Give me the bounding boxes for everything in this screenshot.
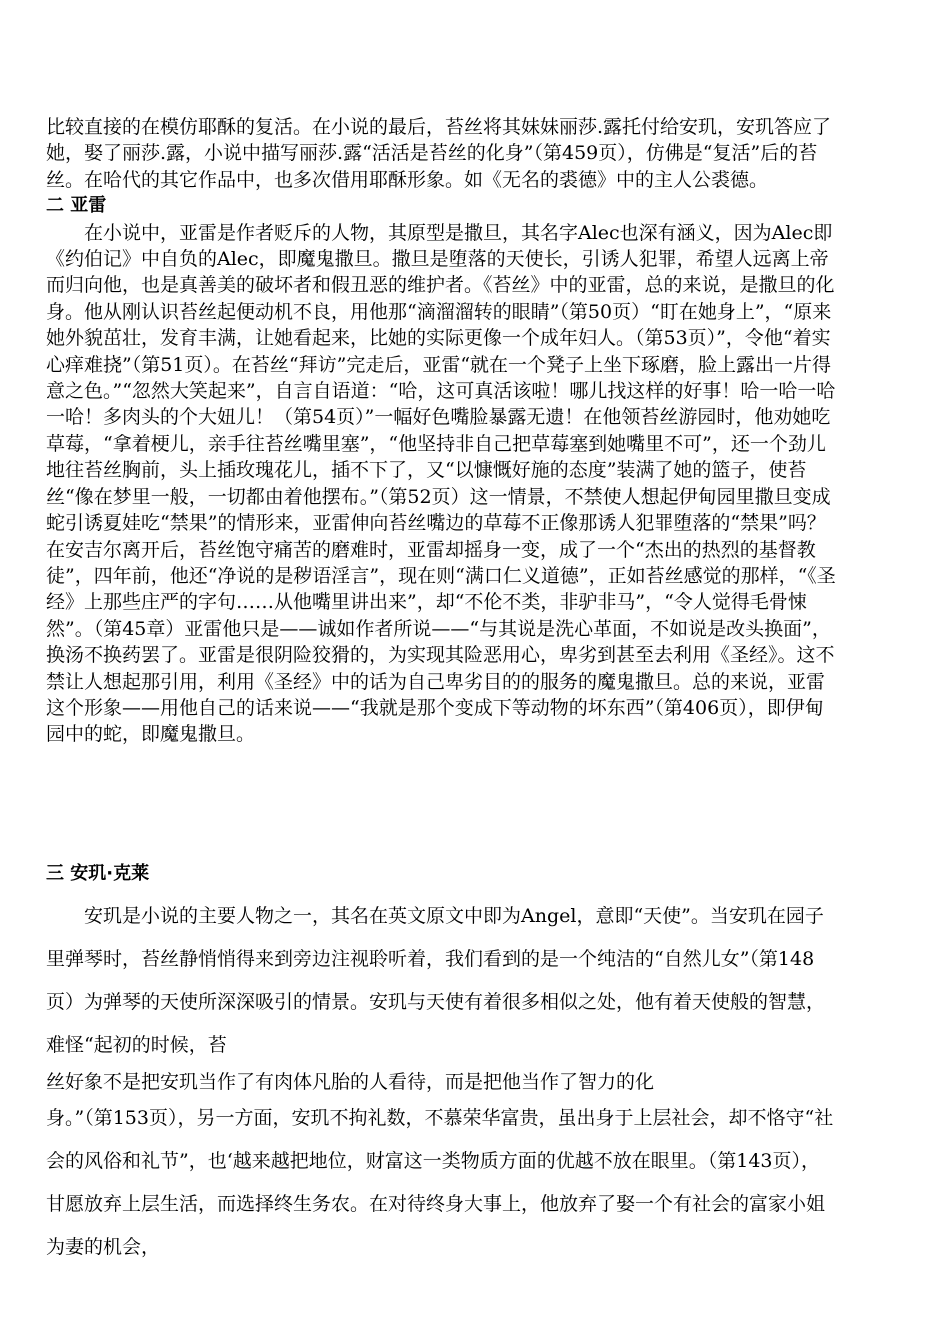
section-1 — [46, 114, 836, 748]
paragraph-angel-part-c: 身。”（第153页），另一方面，安玑不拘礼数，不慕荣华富贵，虽出身于上层社会，却不恪守“社会的风俗和礼节”，也‘越来越把地位，财富这一类物质方面的优越不放在眼里。（第143页），甘愿放弃上层生活，而选择终生务农。在对待终身大事上，他放弃了娶一个有社会的富家小姐为妻的机会， — [46, 1107, 834, 1258]
paragraph-angel-part-a: 安玑是小说的主要人物之一，其名在英文原文中即为Angel，意即“天使”。当安玑在园子里弹琴时，苔丝静悄悄得来到旁边注视聆听着，我们看到的是一个纯洁的“自然儿女”（第148页）为弹琴的天使所深深吸引的情景。安玑与天使有着很多相似之处，他有着天使般的智慧，难怪“起初的时候，苔 — [46, 905, 826, 1056]
section-heading-alec: 二 亚雷 — [46, 195, 107, 217]
paragraph-resurrection: 比较直接的在模仿耶酥的复活。在小说的最后，苔丝将其妹妹丽莎.露托付给安玑，安玑答应了她，娶了丽莎.露，小说中描写丽莎.露“活活是苔丝的化身”（第459页），仿佛是“复活”后的苔丝。在哈代的其它作品中，也多次借用耶酥形象。如《无名的裘德》中的主人公裘德。 — [46, 116, 832, 191]
section-3 — [46, 895, 836, 1269]
section-heading-angel: 三 安玑·克莱 — [46, 863, 150, 884]
paragraph-alec: 在小说中，亚雷是作者贬斥的人物，其原型是撒旦，其名字Alec也深有涵义，因为Alec即《约伯记》中自负的Alec，即魔鬼撒旦。撒旦是堕落的天使长，引诱人犯罪，希望人远离上帝而归向他，也是真善美的破坏者和假丑恶的维护者。《苔丝》中的亚雷，总的来说，是撒旦的化身。他从刚认识苔丝起便动机不良，用他那“滴溜溜转的眼睛”（第50页）“盯在她身上”，“原来她外貌茁壮，发育丰满，让她看起来，比她的实际更像一个成年妇人。（第53页）”，令他“着实心痒难挠”（第51页）。在苔丝“拜访”完走后，亚雷“就在一个凳子上坐下琢磨，脸上露出一片得意之色。”“忽然大笑起来”，自言自语道：“哈，这可真活该啦！哪儿找这样的好事！哈一哈一哈一哈！多肉头的个大妞儿！（第54页）”一幅好色嘴脸暴露无遗！在他领苔丝游园时，他劝她吃草莓，“拿着梗儿，亲手往苔丝嘴里塞”，“他坚持非自己把草莓塞到她嘴里不可”，还一个劲儿地往苔丝胸前，头上插玫瑰花儿，插不下了，又“以慷慨好施的态度”装满了她的篮子，使苔丝“像在梦里一般，一切都由着他摆布。”（第52页）这一情景，不禁使人想起伊甸园里撒旦变成蛇引诱夏娃吃“禁果”的情形来，亚雷伸向苔丝嘴边的草莓不正像那诱人犯罪堕落的“禁果”吗？在安吉尔离开后，苔丝饱守痛苦的磨难时，亚雷却摇身一变，成了一个“杰出的热烈的基督教徒”，四年前，他还“净说的是秽语淫言”，现在则“满口仁义道德”，正如苔丝感觉的那样，“《圣经》上那些庄严的字句……从他嘴里讲出来”，却“不伦不类，非驴非马”，“令人觉得毛骨悚然”。（第45章）亚雷他只是——诚如作者所说——“与其说是洗心革面，不如说是改头换面”，换汤不换药罢了。亚雷是很阴险狡猾的，为实现其险恶用心，卑劣到甚至去利用《圣经》。这不禁让人想起那引用，利用《圣经》中的话为自己卑劣目的的服务的魔鬼撒旦。总的来说，亚雷这个形象——用他自己的话来说——“我就是那个变成下等动物的坏东西”（第406页），即伊甸园中的蛇，即魔鬼撒旦。 — [46, 221, 836, 746]
paragraph-angel-part-b: 丝好象不是把安玑当作了有肉体凡胎的人看待，而是把他当作了智力的化 — [46, 1071, 655, 1093]
